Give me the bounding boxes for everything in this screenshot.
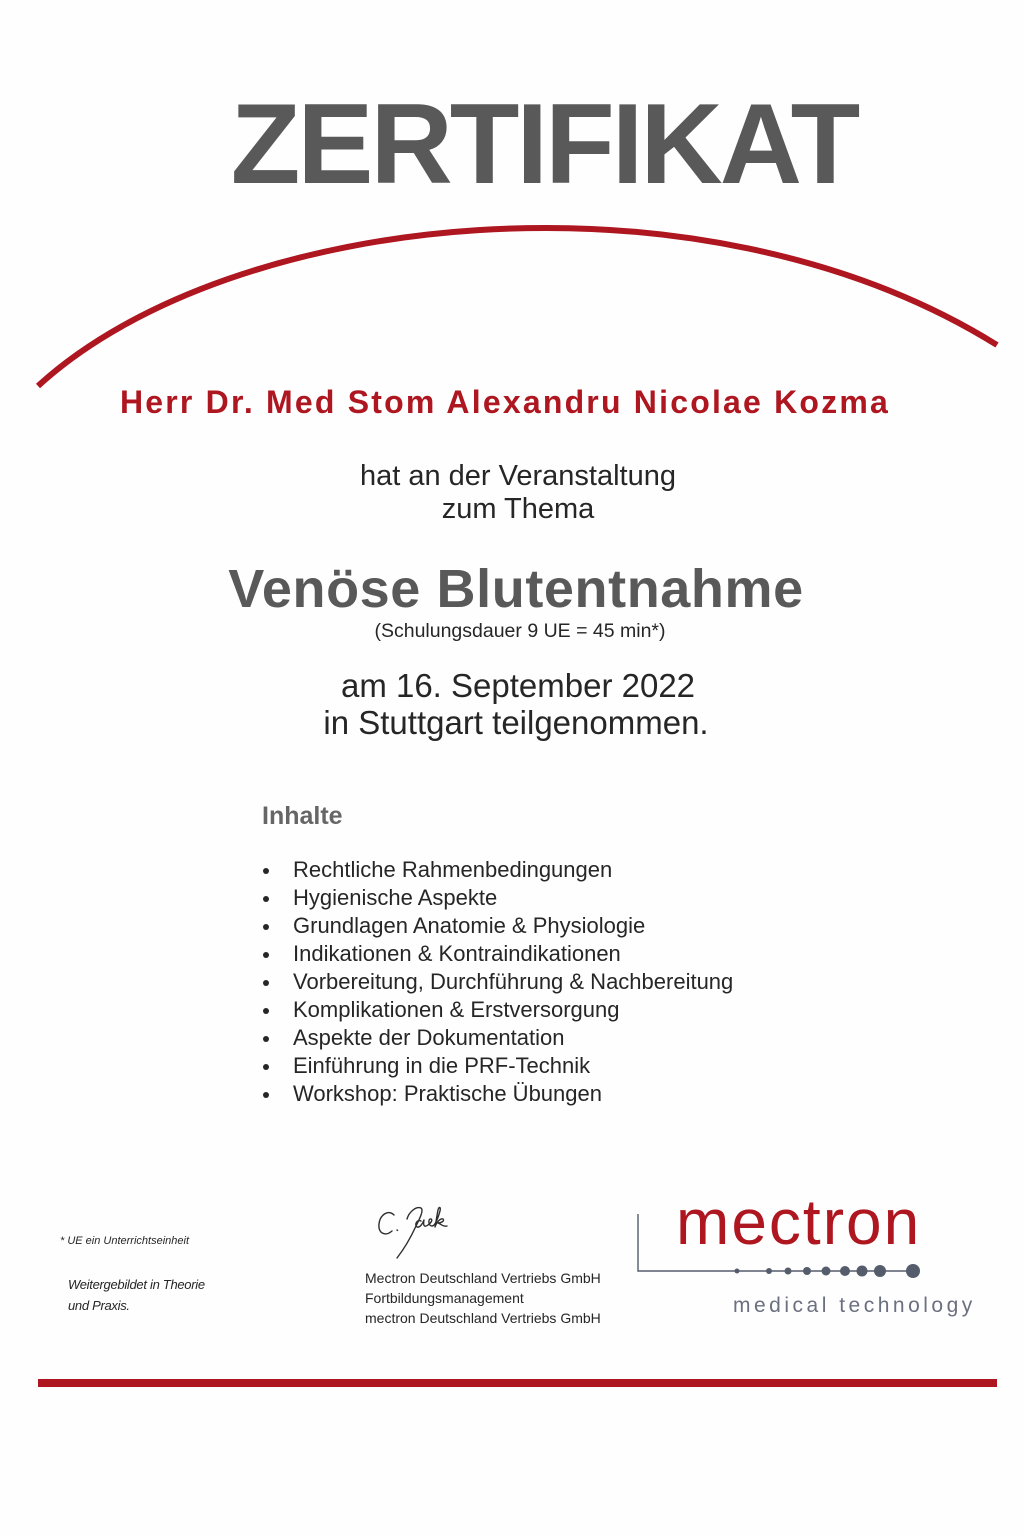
list-item bbox=[262, 912, 733, 940]
bullet-icon bbox=[263, 1008, 269, 1014]
training-note-line-1: Weitergebildet in Theorie bbox=[68, 1277, 205, 1292]
list-item-label: Komplikationen & Erstversorgung bbox=[293, 997, 620, 1022]
logo-dot bbox=[840, 1266, 850, 1276]
bullet-icon bbox=[263, 1064, 269, 1070]
bullet-icon bbox=[263, 868, 269, 874]
training-note-line-2: und Praxis. bbox=[68, 1298, 130, 1313]
list-item-label: Rechtliche Rahmenbedingungen bbox=[293, 857, 613, 882]
logo-dot bbox=[874, 1265, 886, 1277]
list-item bbox=[262, 968, 733, 996]
list-item bbox=[262, 884, 733, 912]
intro-line-2: zum Thema bbox=[441, 493, 595, 525]
course-title: Venöse Blutentnahme bbox=[228, 559, 804, 619]
list-item bbox=[262, 1024, 733, 1052]
decorative-red-arc bbox=[38, 228, 997, 386]
list-item bbox=[262, 996, 733, 1024]
list-item-label: Grundlagen Anatomie & Physiologie bbox=[293, 913, 646, 938]
list-item bbox=[262, 1052, 733, 1080]
signatory-block bbox=[365, 1268, 601, 1328]
list-item bbox=[262, 940, 733, 968]
bullet-icon bbox=[263, 1092, 269, 1098]
logo-dot bbox=[785, 1268, 792, 1275]
event-location: in Stuttgart teilgenommen. bbox=[323, 704, 709, 741]
bottom-red-rule bbox=[38, 1379, 997, 1387]
logo-dot bbox=[822, 1267, 831, 1276]
signatory-company-secondary: mectron Deutschland Vertriebs GmbH bbox=[365, 1310, 601, 1326]
list-item-label: Vorbereitung, Durchführung & Nachbereitung bbox=[293, 969, 734, 994]
logo-tagline: medical technology bbox=[733, 1294, 976, 1317]
signatory-department: Fortbildungsmanagement bbox=[365, 1290, 524, 1306]
bullet-icon bbox=[263, 980, 269, 986]
ue-footnote: * UE ein Unterrichtseinheit bbox=[60, 1235, 190, 1247]
logo-dot bbox=[857, 1266, 868, 1277]
logo-dot bbox=[906, 1264, 920, 1278]
bullet-icon bbox=[263, 896, 269, 902]
bullet-icon bbox=[263, 924, 269, 930]
logo-dot bbox=[735, 1269, 740, 1274]
intro-line-1: hat an der Veranstaltung bbox=[359, 460, 676, 492]
list-item bbox=[262, 856, 733, 884]
logo-dot bbox=[803, 1267, 811, 1275]
course-duration: (Schulungsdauer 9 UE = 45 min*) bbox=[374, 620, 666, 642]
recipient-name: Herr Dr. Med Stom Alexandru Nicolae Kozma bbox=[119, 384, 891, 420]
bullet-icon bbox=[263, 952, 269, 958]
list-item-label: Indikationen & Kontraindikationen bbox=[293, 941, 621, 966]
signatory-company: Mectron Deutschland Vertriebs GmbH bbox=[365, 1270, 601, 1286]
list-item-label: Einführung in die PRF-Technik bbox=[293, 1053, 591, 1078]
logo-dot bbox=[766, 1268, 772, 1274]
list-item-label: Hygienische Aspekte bbox=[293, 885, 498, 910]
contents-heading: Inhalte bbox=[262, 802, 343, 830]
signature bbox=[379, 1207, 447, 1258]
list-item bbox=[262, 1080, 733, 1108]
list-item-label: Aspekte der Dokumentation bbox=[293, 1025, 565, 1050]
certificate-title: ZERTIFIKAT bbox=[230, 81, 858, 208]
bullet-icon bbox=[263, 1036, 269, 1042]
list-item-label: Workshop: Praktische Übungen bbox=[293, 1081, 602, 1106]
logo-wordmark: mectron bbox=[676, 1186, 922, 1258]
contents-list bbox=[262, 856, 733, 1108]
event-date: am 16. September 2022 bbox=[340, 667, 696, 704]
